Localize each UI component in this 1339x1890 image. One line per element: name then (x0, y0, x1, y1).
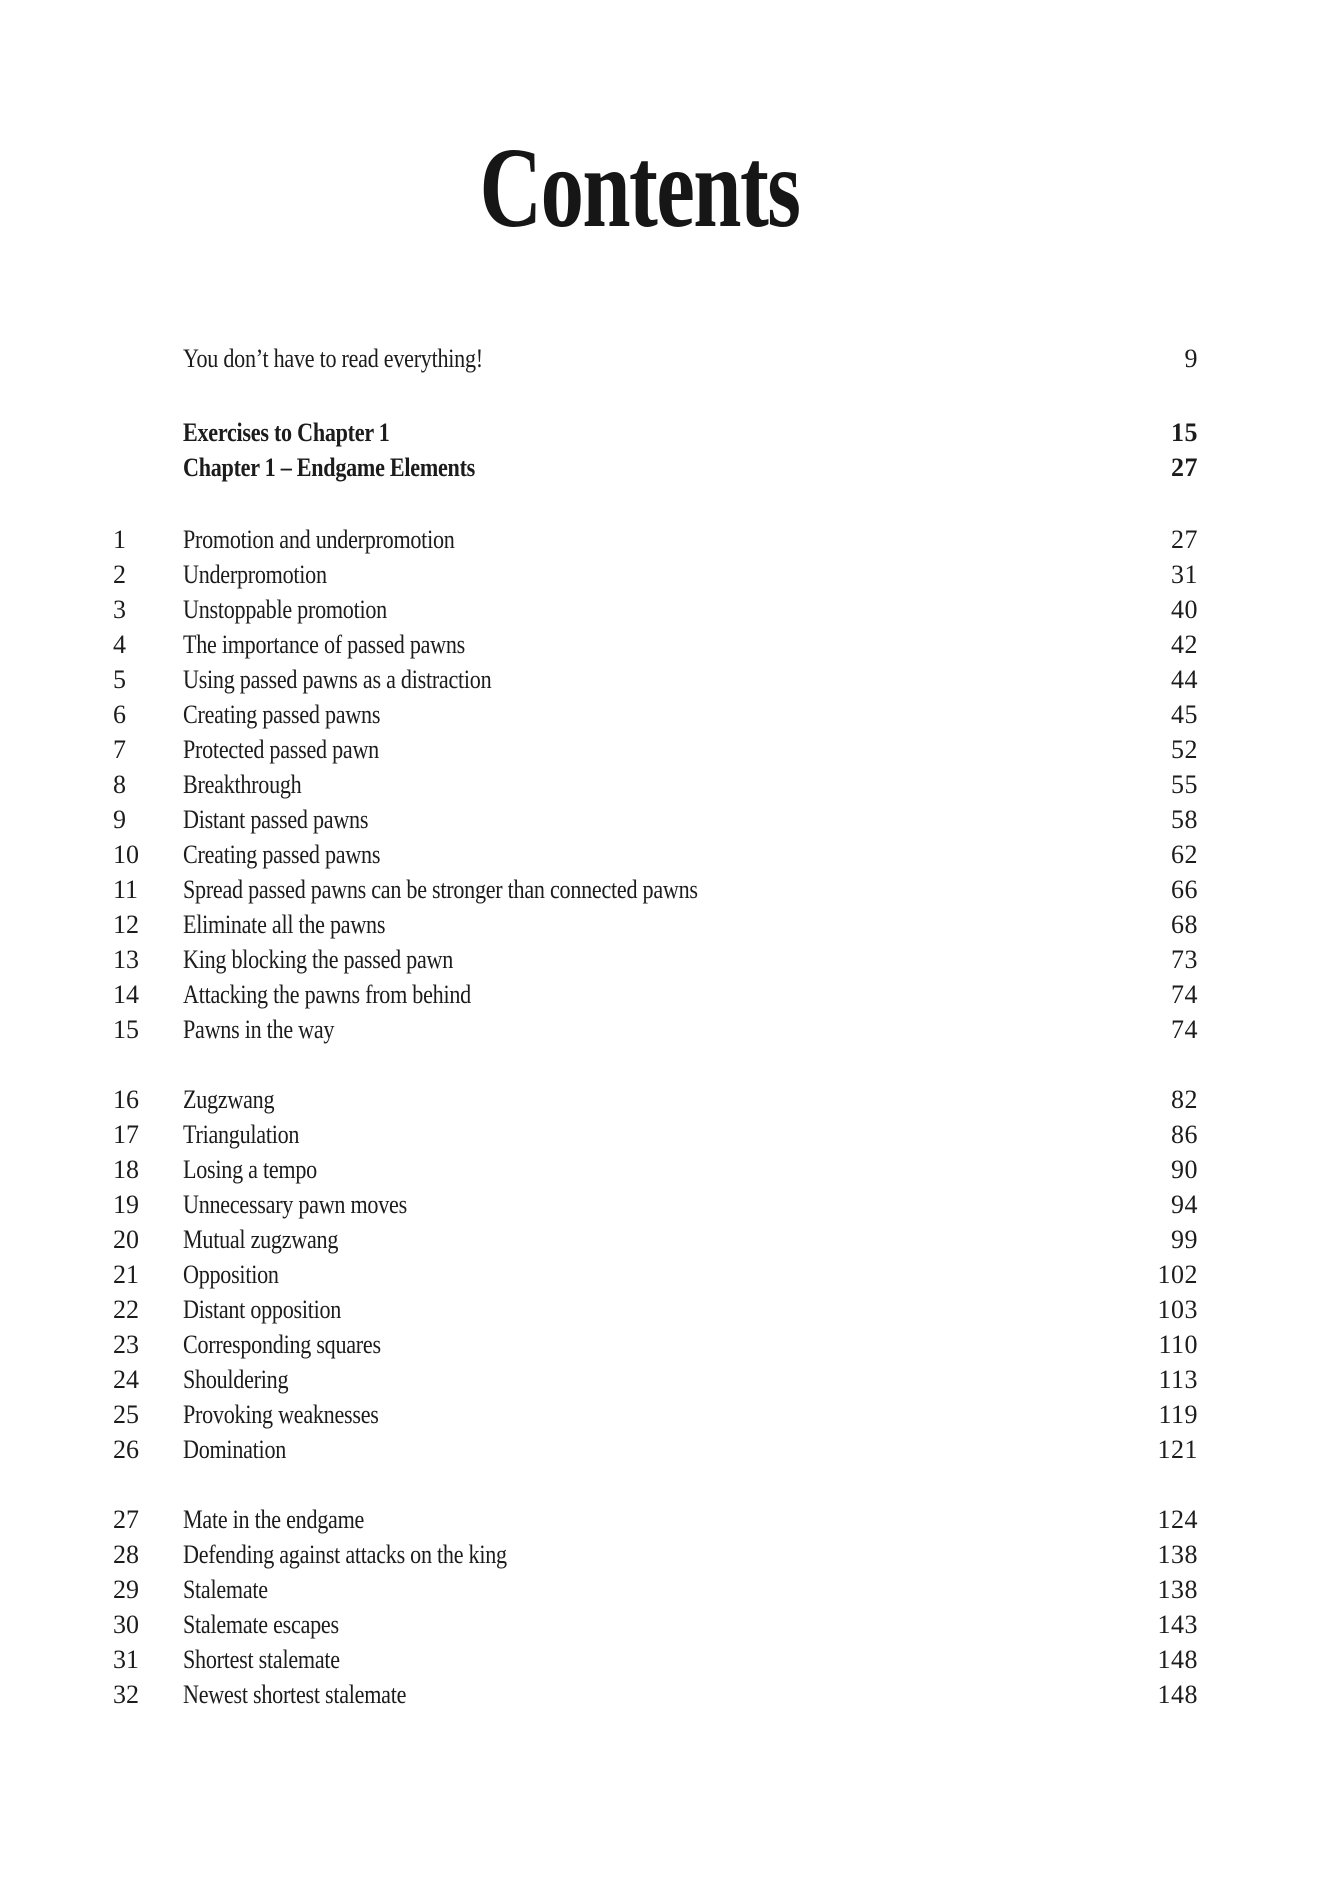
toc-item-number: 3 (113, 595, 126, 624)
toc-item-title (183, 1642, 1158, 1677)
toc-item-page-number: 90 (1171, 1155, 1198, 1184)
toc-item-number: 14 (113, 980, 139, 1009)
toc-item-title-text: Unstoppable promotion (183, 595, 387, 624)
toc-item-title-text: Domination (183, 1435, 287, 1464)
toc-item-title (183, 732, 1171, 767)
toc-item-title-text: Mutual zugzwang (183, 1225, 339, 1254)
toc-item-page-number: 15 (1171, 418, 1198, 447)
toc-item-title-text: Creating passed pawns (183, 700, 381, 729)
toc-item-page-number: 148 (1157, 1680, 1198, 1709)
toc-item-page-number: 94 (1171, 1190, 1198, 1219)
toc-row-item-19 (113, 1187, 1198, 1222)
toc-item-title-text: Losing a tempo (183, 1155, 317, 1184)
toc-item-title (183, 1187, 1171, 1222)
toc-item-number: 26 (113, 1435, 139, 1464)
toc-item-title (183, 1432, 1158, 1467)
toc-item-number: 17 (113, 1120, 139, 1149)
toc-item-page-number: 103 (1157, 1295, 1198, 1324)
toc-item-title (183, 1362, 1158, 1397)
toc-item-title (183, 1537, 1158, 1572)
toc-item-title (183, 522, 1171, 557)
toc-item-page-number: 102 (1157, 1260, 1198, 1289)
toc-row-item-4 (113, 627, 1198, 662)
toc-item-title-text: Exercises to Chapter 1 (183, 418, 390, 447)
toc-item-title (183, 1677, 1158, 1712)
toc-row-item-18 (113, 1152, 1198, 1187)
toc-row-item-2 (113, 557, 1198, 592)
toc-row-item-27 (113, 1502, 1198, 1537)
toc-item-title-text: Using passed pawns as a distraction (183, 665, 492, 694)
toc-item-page-number: 99 (1171, 1225, 1198, 1254)
toc-item-page-number: 44 (1171, 665, 1198, 694)
toc-item-title-text: The importance of passed pawns (183, 630, 466, 659)
toc-item-page-number: 62 (1171, 840, 1198, 869)
toc-item-number: 24 (113, 1365, 139, 1394)
toc-item-title (183, 415, 1171, 450)
toc-item-number: 18 (113, 1155, 139, 1184)
toc-item-page-number: 121 (1157, 1435, 1198, 1464)
toc-item-title-text: Shortest stalemate (183, 1645, 340, 1674)
toc-item-title-text: Newest shortest stalemate (183, 1680, 407, 1709)
toc-item-number: 9 (113, 805, 126, 834)
toc-item-title-text: Defending against attacks on the king (183, 1540, 507, 1569)
toc-item-page-number: 40 (1171, 595, 1198, 624)
toc-row-item-6 (113, 697, 1198, 732)
toc-row-item-11 (113, 872, 1198, 907)
toc-item-title (183, 662, 1171, 697)
toc-item-title (183, 977, 1171, 1012)
toc-row-item-8 (113, 767, 1198, 802)
table-of-contents (113, 341, 1198, 1712)
toc-row-item-16 (113, 1082, 1198, 1117)
toc-item-number: 7 (113, 735, 126, 764)
toc-row-item-22 (113, 1292, 1198, 1327)
toc-row-item-29 (113, 1572, 1198, 1607)
toc-item-number: 10 (113, 840, 139, 869)
toc-item-title-text: King blocking the passed pawn (183, 945, 454, 974)
toc-item-title-text: Distant passed pawns (183, 805, 369, 834)
toc-item-page-number: 42 (1171, 630, 1198, 659)
toc-item-title-text: Zugzwang (183, 1085, 275, 1114)
toc-item-number: 20 (113, 1225, 139, 1254)
toc-item-page-number: 143 (1157, 1610, 1198, 1639)
toc-item-title-text: Breakthrough (183, 770, 302, 799)
toc-row-item-21 (113, 1257, 1198, 1292)
toc-item-title (183, 872, 1171, 907)
toc-item-number: 11 (113, 875, 139, 904)
toc-item-title-text: Creating passed pawns (183, 840, 381, 869)
toc-item-page-number: 74 (1171, 1015, 1198, 1044)
toc-item-title (183, 1292, 1158, 1327)
toc-item-title (183, 837, 1171, 872)
toc-item-page-number: 138 (1157, 1540, 1198, 1569)
toc-item-number: 16 (113, 1085, 139, 1114)
toc-item-title (183, 907, 1171, 942)
toc-item-page-number: 55 (1171, 770, 1198, 799)
toc-row-item-32 (113, 1677, 1198, 1712)
toc-row-item-1 (113, 522, 1198, 557)
toc-item-title (183, 1502, 1158, 1537)
toc-item-page-number: 27 (1171, 453, 1198, 482)
toc-item-number: 2 (113, 560, 126, 589)
toc-item-title-text: Unnecessary pawn moves (183, 1190, 407, 1219)
toc-item-page-number: 31 (1171, 560, 1198, 589)
toc-row-item-23 (113, 1327, 1198, 1362)
toc-row-item-15 (113, 1012, 1198, 1047)
toc-item-page-number: 124 (1157, 1505, 1198, 1534)
toc-item-title-text: Chapter 1 – Endgame Elements (183, 453, 476, 482)
toc-row-item-26 (113, 1432, 1198, 1467)
toc-item-number: 23 (113, 1330, 139, 1359)
toc-item-page-number: 27 (1171, 525, 1198, 554)
toc-item-title-text: Pawns in the way (183, 1015, 335, 1044)
toc-item-title-text: Corresponding squares (183, 1330, 381, 1359)
spacer (113, 485, 1198, 522)
toc-item-title (183, 1222, 1171, 1257)
toc-item-number: 28 (113, 1540, 139, 1569)
toc-row-item-20 (113, 1222, 1198, 1257)
toc-row-item-10 (113, 837, 1198, 872)
page-title-text: Contents (480, 124, 800, 251)
toc-item-title-text: Stalemate escapes (183, 1610, 339, 1639)
toc-row-chapter-header-2 (113, 450, 1198, 485)
toc-item-title-text: You don’t have to read everything! (183, 344, 483, 373)
toc-item-title-text: Provoking weaknesses (183, 1400, 379, 1429)
toc-row-item-14 (113, 977, 1198, 1012)
toc-item-page-number: 138 (1157, 1575, 1198, 1604)
toc-item-page-number: 52 (1171, 735, 1198, 764)
toc-item-title (183, 1327, 1158, 1362)
toc-item-title-text: Protected passed pawn (183, 735, 379, 764)
toc-item-title (183, 697, 1171, 732)
toc-row-item-31 (113, 1642, 1198, 1677)
toc-item-number: 15 (113, 1015, 139, 1044)
toc-row-intro (113, 341, 1198, 376)
toc-item-title (183, 1117, 1171, 1152)
toc-row-item-3 (113, 592, 1198, 627)
toc-item-title-text: Stalemate (183, 1575, 268, 1604)
toc-item-page-number: 68 (1171, 910, 1198, 939)
toc-item-title-text: Promotion and underpromotion (183, 525, 455, 554)
toc-item-number: 6 (113, 700, 126, 729)
toc-item-title-text: Spread passed pawns can be stronger than connected pawns (183, 875, 698, 904)
toc-item-title (183, 1152, 1171, 1187)
toc-item-page-number: 119 (1158, 1400, 1198, 1429)
toc-item-title (183, 1257, 1158, 1292)
toc-item-title (183, 1607, 1158, 1642)
toc-item-title-text: Triangulation (183, 1120, 300, 1149)
toc-item-number: 22 (113, 1295, 139, 1324)
toc-item-page-number: 110 (1158, 1330, 1198, 1359)
toc-row-chapter-header-1 (113, 415, 1198, 450)
toc-item-title (183, 1572, 1158, 1607)
toc-row-item-13 (113, 942, 1198, 977)
toc-item-title (183, 341, 1185, 376)
toc-row-item-30 (113, 1607, 1198, 1642)
page-title (0, 124, 1280, 251)
toc-item-page-number: 74 (1171, 980, 1198, 1009)
toc-item-page-number: 73 (1171, 945, 1198, 974)
toc-item-number: 19 (113, 1190, 139, 1219)
toc-item-number: 30 (113, 1610, 139, 1639)
toc-item-title (183, 592, 1171, 627)
toc-item-page-number: 86 (1171, 1120, 1198, 1149)
toc-row-item-7 (113, 732, 1198, 767)
toc-item-title-text: Attacking the pawns from behind (183, 980, 471, 1009)
toc-item-title (183, 942, 1171, 977)
toc-item-page-number: 9 (1184, 344, 1198, 373)
toc-item-title (183, 557, 1171, 592)
toc-row-item-17 (113, 1117, 1198, 1152)
toc-item-number: 4 (113, 630, 126, 659)
toc-item-number: 1 (113, 525, 126, 554)
toc-item-title (183, 767, 1171, 802)
toc-item-number: 32 (113, 1680, 139, 1709)
toc-item-title-text: Opposition (183, 1260, 279, 1289)
toc-row-item-28 (113, 1537, 1198, 1572)
toc-item-title (183, 1012, 1171, 1047)
toc-row-item-5 (113, 662, 1198, 697)
toc-item-title-text: Shouldering (183, 1365, 289, 1394)
spacer (113, 376, 1198, 415)
toc-item-title-text: Mate in the endgame (183, 1505, 365, 1534)
toc-row-item-24 (113, 1362, 1198, 1397)
toc-item-title (183, 450, 1171, 485)
toc-item-number: 12 (113, 910, 139, 939)
toc-item-number: 29 (113, 1575, 139, 1604)
toc-item-page-number: 82 (1171, 1085, 1198, 1114)
toc-item-number: 5 (113, 665, 126, 694)
toc-item-page-number: 148 (1157, 1645, 1198, 1674)
toc-item-title (183, 627, 1171, 662)
toc-item-number: 31 (113, 1645, 139, 1674)
toc-item-title (183, 1082, 1171, 1117)
toc-item-title-text: Underpromotion (183, 560, 327, 589)
toc-item-page-number: 45 (1171, 700, 1198, 729)
toc-item-number: 13 (113, 945, 139, 974)
toc-item-page-number: 113 (1158, 1365, 1198, 1394)
spacer (113, 1467, 1198, 1502)
toc-row-item-12 (113, 907, 1198, 942)
toc-item-page-number: 58 (1171, 805, 1198, 834)
spacer (113, 1047, 1198, 1082)
toc-item-number: 25 (113, 1400, 139, 1429)
toc-item-number: 27 (113, 1505, 139, 1534)
toc-item-number: 21 (113, 1260, 139, 1289)
toc-item-title-text: Eliminate all the pawns (183, 910, 386, 939)
toc-row-item-9 (113, 802, 1198, 837)
toc-item-title-text: Distant opposition (183, 1295, 342, 1324)
toc-item-number: 8 (113, 770, 126, 799)
toc-item-page-number: 66 (1171, 875, 1198, 904)
toc-row-item-25 (113, 1397, 1198, 1432)
toc-item-title (183, 1397, 1158, 1432)
toc-item-title (183, 802, 1171, 837)
